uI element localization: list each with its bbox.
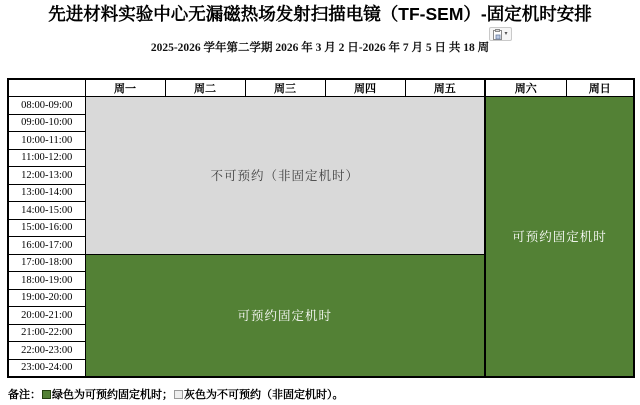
caret-down-icon: ▾ bbox=[504, 30, 508, 37]
time-slot-cell: 18:00-19:00 bbox=[8, 272, 85, 290]
table-row bbox=[8, 97, 634, 115]
time-slot-cell: 13:00-14:00 bbox=[8, 184, 85, 202]
page-title: 先进材料实验中心无漏磁热场发射扫描电镜（TF-SEM）-固定机时安排 bbox=[48, 4, 592, 24]
time-slot-cell: 15:00-16:00 bbox=[8, 219, 85, 237]
day-header-thu: 周四 bbox=[325, 79, 405, 97]
semester-subtitle: 2025-2026 学年第二学期 2026 年 3 月 2 日-2026 年 7 月 5 日 共 18 周 bbox=[150, 42, 490, 54]
clipboard-icon bbox=[493, 29, 502, 40]
legend-note bbox=[8, 386, 344, 402]
time-slot-cell: 08:00-09:00 bbox=[8, 97, 85, 115]
time-slot-cell: 21:00-22:00 bbox=[8, 324, 85, 342]
time-slot-cell: 22:00-23:00 bbox=[8, 342, 85, 360]
schedule-table bbox=[7, 78, 635, 378]
time-slot-cell: 11:00-12:00 bbox=[8, 149, 85, 167]
day-header-tue: 周二 bbox=[165, 79, 245, 97]
day-header-sat: 周六 bbox=[485, 79, 566, 97]
time-slot-cell: 23:00-24:00 bbox=[8, 359, 85, 377]
corner-cell bbox=[8, 79, 85, 97]
weekday-evening-available-block: 可预约固定机时 bbox=[85, 254, 485, 377]
time-slot-cell: 09:00-10:00 bbox=[8, 114, 85, 132]
time-slot-cell: 12:00-13:00 bbox=[8, 167, 85, 185]
day-header-fri: 周五 bbox=[405, 79, 485, 97]
day-header-wed: 周三 bbox=[245, 79, 325, 97]
paste-options-button[interactable] bbox=[489, 27, 512, 41]
unavailable-block: 不可预约（非固定机时） bbox=[85, 97, 485, 255]
gray-swatch-icon bbox=[174, 390, 183, 399]
time-slot-cell: 20:00-21:00 bbox=[8, 307, 85, 325]
time-slot-cell: 17:00-18:00 bbox=[8, 254, 85, 272]
time-slot-cell: 16:00-17:00 bbox=[8, 237, 85, 255]
note-green-label: 绿色为可预约固定机时； bbox=[52, 389, 173, 401]
day-header-sun: 周日 bbox=[566, 79, 634, 97]
header-row bbox=[8, 79, 634, 97]
time-slot-cell: 14:00-15:00 bbox=[8, 202, 85, 220]
note-gray-label: 灰色为不可预约（非固定机时）。 bbox=[184, 389, 344, 401]
time-slot-cell: 10:00-11:00 bbox=[8, 132, 85, 150]
weekend-available-block: 可预约固定机时 bbox=[485, 97, 634, 377]
green-swatch-icon bbox=[42, 390, 51, 399]
time-slot-cell: 19:00-20:00 bbox=[8, 289, 85, 307]
note-prefix: 备注： bbox=[8, 389, 41, 401]
day-header-mon: 周一 bbox=[85, 79, 165, 97]
